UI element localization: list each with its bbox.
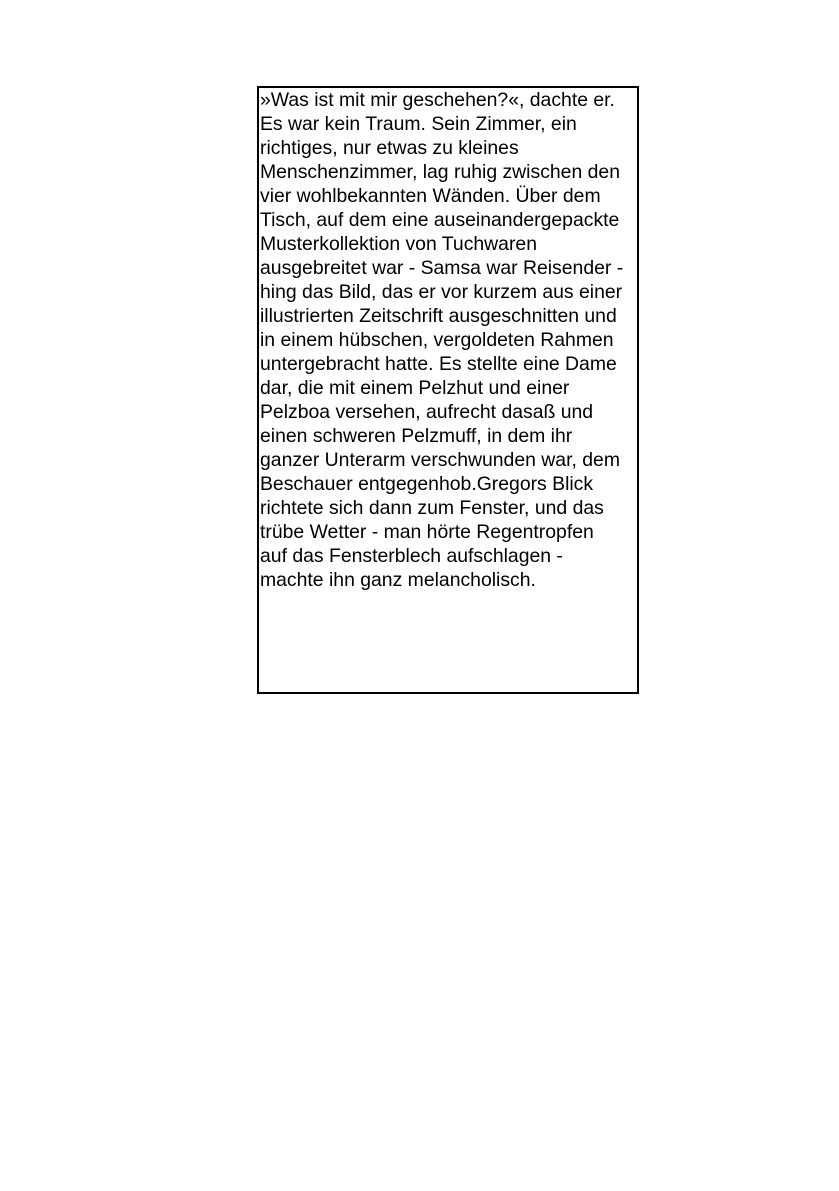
- text-line: Tisch, auf dem eine auseinandergepackte: [260, 209, 620, 231]
- text-line: Beschauer entgegenhob.Gregors Blick: [260, 473, 594, 495]
- text-line: richtiges, nur etwas zu kleines: [260, 137, 519, 159]
- text-line: machte ihn ganz melancholisch.: [260, 569, 536, 591]
- text-line: illustrierten Zeitschrift ausgeschnitten und: [260, 305, 617, 327]
- text-line: Es war kein Traum. Sein Zimmer, ein: [260, 113, 577, 135]
- text-line: trübe Wetter - man hörte Regentropfen: [260, 521, 594, 543]
- text-line: in einem hübschen, vergoldeten Rahmen: [260, 329, 614, 351]
- text-line: hing das Bild, das er vor kurzem aus einer: [260, 281, 623, 303]
- text-line: ausgebreitet war - Samsa war Reisender -: [260, 257, 624, 279]
- text-line: Pelzboa versehen, aufrecht dasaß und: [260, 401, 594, 423]
- text-line: »Was ist mit mir geschehen?«, dachte er.: [260, 89, 615, 111]
- text-line: auf das Fensterblech aufschlagen -: [260, 545, 563, 567]
- text-line: untergebracht hatte. Es stellte eine Dame: [260, 353, 617, 375]
- text-line: Menschenzimmer, lag ruhig zwischen den: [260, 161, 620, 183]
- text-line: dar, die mit einem Pelzhut und einer: [260, 377, 570, 399]
- text-line: richtete sich dann zum Fenster, und das: [260, 497, 604, 519]
- text-frame: [257, 86, 639, 694]
- text-line: einen schweren Pelzmuff, in dem ihr: [260, 425, 573, 447]
- text-line: Musterkollektion von Tuchwaren: [260, 233, 537, 255]
- text-line: vier wohlbekannten Wänden. Über dem: [260, 185, 601, 207]
- text-line: ganzer Unterarm verschwunden war, dem: [260, 449, 620, 471]
